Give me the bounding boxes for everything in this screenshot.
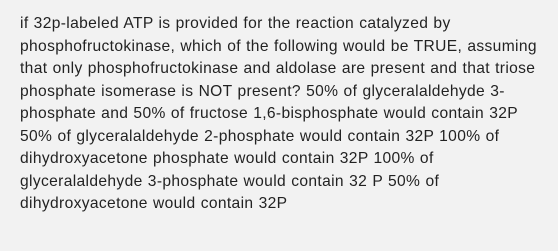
question-text: if 32p-labeled ATP is provided for the reaction catalyzed by phosphofructokinase, which of the following would be TRUE, assuming that only phosphofructokinase and aldolase are present and that triose phosphate isomerase is NOT present? 50% of glyceralaldehyde 3-phosphate and 50% of fructose 1,6-bisphosphate would contain 32P 50% of glyceralaldehyde 2-phosphate would contain 32P 100% of dihydroxyacetone phosphate would contain 32P 100% of glyceralaldehyde 3-phosphate would contain 32 P 50% of dihydroxyacetone would contain 32P [20, 15, 537, 212]
